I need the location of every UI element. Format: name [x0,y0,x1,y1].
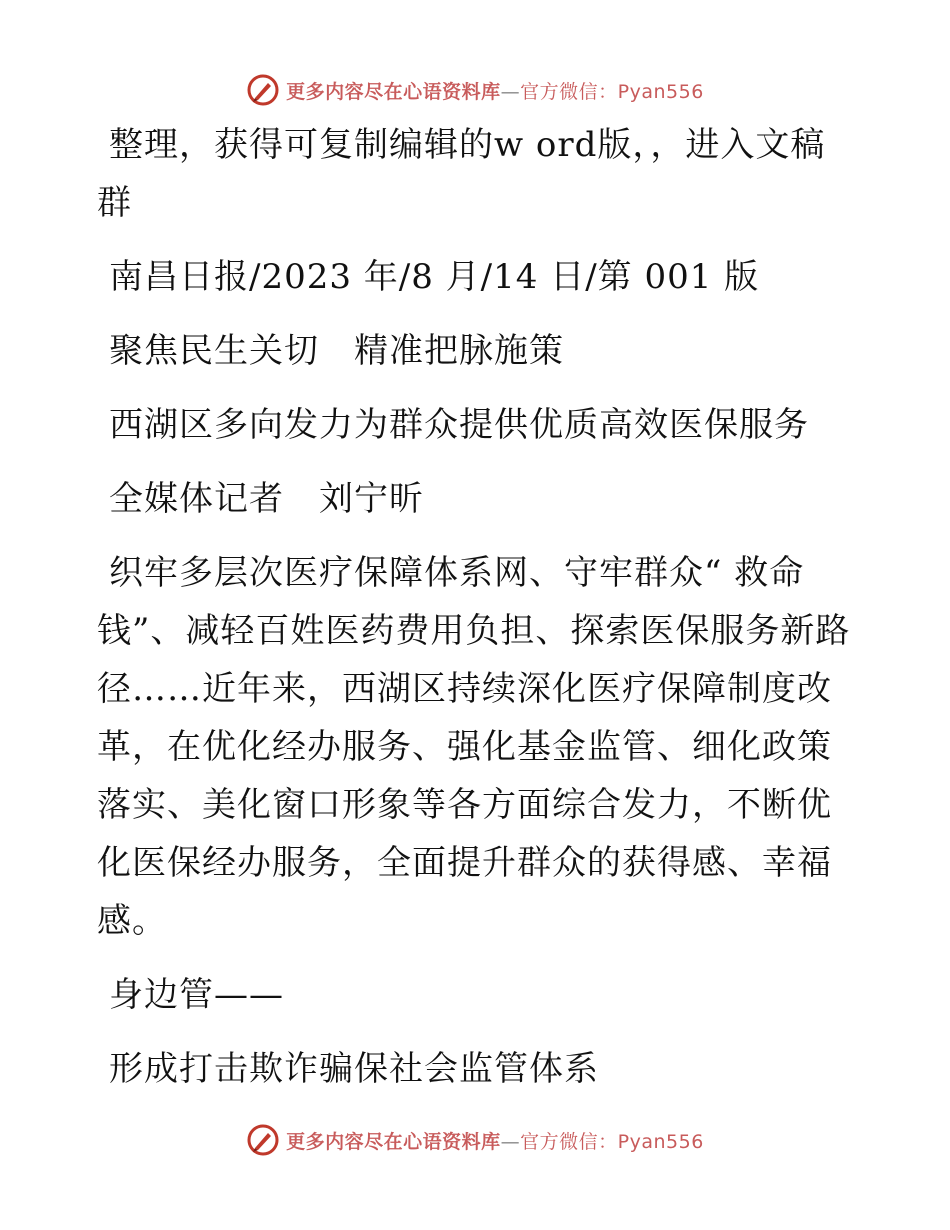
watermark-text: 更多内容尽在心语资料库—官方微信：Pyan556 [286,80,704,103]
section-heading: 身边管—— [109,975,284,1015]
pen-logo-icon [246,73,280,107]
intro-note: 整理，获得可复制编辑的w ord版，，进入文稿群 [97,125,826,223]
headline-main: 聚焦民生关切 精准把脉施策 [109,331,564,371]
footer-watermark [0,1122,950,1158]
article-body [97,116,857,1114]
source-line: 南昌日报/2023 年/8 月/14 日/第 001 版 [109,257,760,297]
section-subheading: 形成打击欺诈骗保社会监管体系 [109,1049,599,1089]
byline: 全媒体记者 刘宁昕 [109,479,424,519]
pen-logo-icon [246,1123,280,1157]
header-watermark [0,72,950,108]
lead-paragraph: 织牢多层次医疗保障体系网、守牢群众“ 救命钱”、减轻百姓医药费用负担、探索医保服务新路径……近年来，西湖区持续深化医疗保障制度改革，在优化经办服务、强化基金监管、细化政策落实、美化窗口形象等各方面综合发力，不断优化医保经办服务，全面提升群众的获得感、幸福感。 [97,553,851,941]
headline-sub: 西湖区多向发力为群众提供优质高效医保服务 [109,405,809,445]
watermark-text: 更多内容尽在心语资料库—官方微信：Pyan556 [286,1130,704,1153]
